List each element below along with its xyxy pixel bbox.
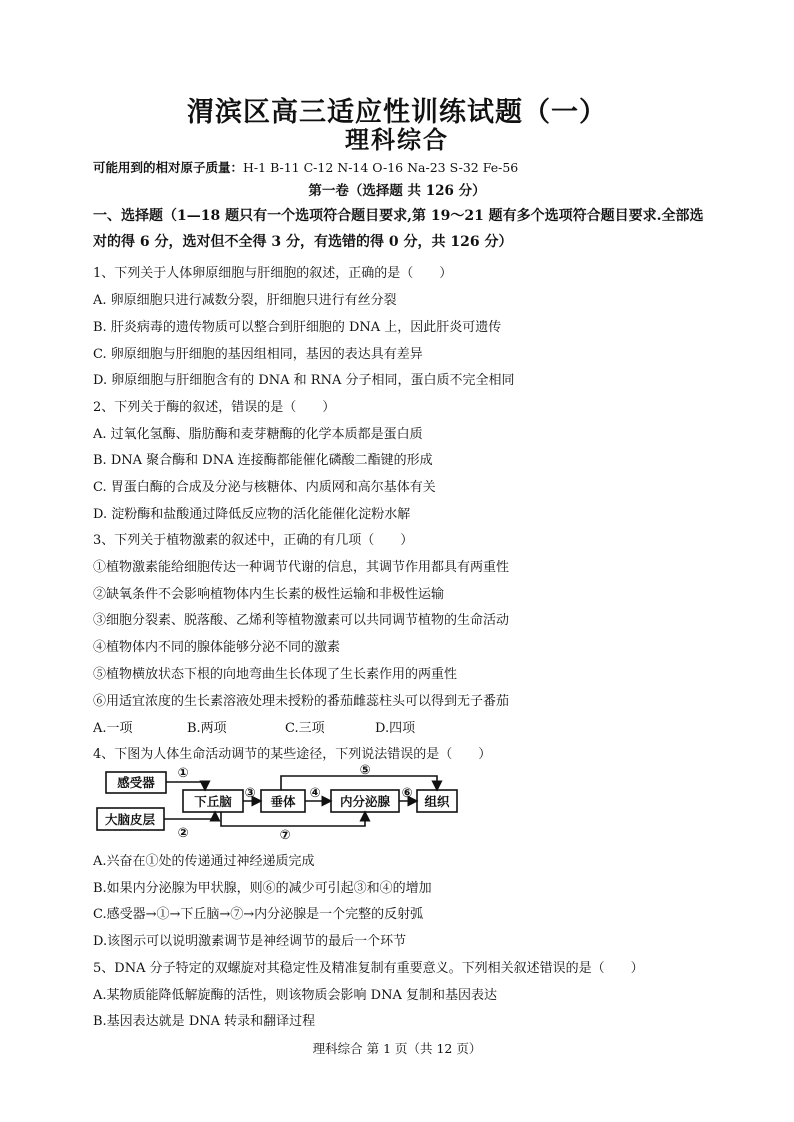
marker-4: ④ (309, 786, 321, 801)
regulation-pathway-diagram (95, 764, 465, 842)
volume-heading: 第一卷（选择题 共 126 分） (308, 183, 486, 199)
atomic-mass-values: H-1 B-11 C-12 N-14 O-16 Na-23 S-32 Fe-56 (243, 160, 519, 175)
q4-option-b: B.如果内分泌腺为甲状腺，则⑥的减少可引起③和④的增加 (93, 881, 432, 896)
arrow-2 (164, 812, 215, 819)
question-line: ⑥用适宜浓度的生长素溶液处理未授粉的番茄雌蕊柱头可以得到无子番茄 (93, 694, 510, 709)
q3-options (93, 717, 415, 736)
question-line: D. 卵原细胞与肝细胞含有的 DNA 和 RNA 分子相同，蛋白质不完全相同 (93, 373, 515, 388)
q3-option-b: B.两项 (187, 721, 227, 736)
section-heading: 一、选择题（1—18 题只有一个选项符合题目要求,第 19～21 题有多个选项符合题目要求.全部选对的得 6 分，选对但不全得 3 分，有选错的得 0 分，共 126 分） (93, 208, 704, 250)
box-label-cortex: 大脑皮层 (104, 812, 156, 827)
marker-1: ① (177, 766, 189, 781)
q5-option-b: B.基因表达就是 DNA 转录和翻译过程 (93, 1014, 316, 1029)
atomic-mass-label: 可能用到的相对原子质量： (93, 160, 244, 175)
question-line: A. 过氧化氢酶、脂肪酶和麦芽糖酶的化学本质都是蛋白质 (93, 427, 423, 442)
exam-title: 渭滨区高三适应性训练试题（一） (187, 97, 607, 128)
question-line: A. 卵原细胞只进行减数分裂，肝细胞只进行有丝分裂 (93, 293, 397, 308)
question-line: ⑤植物横放状态下根的向地弯曲生长体现了生长素作用的两重性 (93, 667, 458, 682)
marker-5: ⑤ (359, 764, 371, 778)
arrow-7 (221, 812, 365, 826)
q4-option-a: A.兴奋在①处的传递通过神经递质完成 (93, 854, 315, 869)
marker-7: ⑦ (279, 828, 291, 842)
q3-option-d: D.四项 (375, 721, 416, 736)
question-line: 2、下列关于酶的叙述，错误的是（ ） (93, 400, 336, 415)
question-line: B. DNA 聚合酶和 DNA 连接酶都能催化磷酸二酯键的形成 (93, 453, 433, 468)
q3-option-c: C.三项 (285, 721, 325, 736)
q5-option-a: A.某物质能降低解旋酶的活性，则该物质会影响 DNA 复制和基因表达 (93, 988, 497, 1003)
q3-option-a: A.一项 (93, 721, 133, 736)
marker-2: ② (177, 826, 189, 841)
arrow-5 (281, 776, 437, 790)
question-line: ②缺氧条件不会影响植物体内生长素的极性运输和非极性运输 (93, 587, 445, 602)
q4-option-c: C.感受器→①→下丘脑→⑦→内分泌腺是一个完整的反射弧 (93, 907, 424, 922)
question-line: ④植物体内不同的腺体能够分泌不同的激素 (93, 640, 341, 655)
question-line: ①植物激素能给细胞传达一种调节代谢的信息，其调节作用都具有两重性 (93, 560, 510, 575)
exam-subtitle: 理科综合 (345, 125, 449, 154)
question-line: 1、下列关于人体卵原细胞与肝细胞的叙述，正确的是（ ） (93, 266, 453, 281)
question-line: C. 胃蛋白酶的合成及分泌与核糖体、内质网和高尔基体有关 (93, 480, 436, 495)
box-label-pituitary: 垂体 (270, 794, 296, 809)
question-line: C. 卵原细胞与肝细胞的基因组相同，基因的表达具有差异 (93, 347, 423, 362)
page-footer: 理科综合 第 1 页（共 12 页） (312, 1041, 482, 1056)
marker-6: ⑥ (401, 786, 413, 801)
arrow-1 (166, 782, 205, 790)
atomic-mass-line (93, 158, 518, 176)
box-label-receptor: 感受器 (117, 775, 155, 790)
q5-stem: 5、DNA 分子特定的双螺旋对其稳定性及精准复制有重要意义。下列相关叙述错误的是（ ） (93, 961, 644, 976)
box-label-gland: 内分泌腺 (339, 794, 391, 809)
box-label-tissue: 组织 (424, 794, 450, 809)
q4-stem: 4、下图为人体生命活动调节的某些途径，下列说法错误的是（ ） (93, 747, 492, 762)
question-line: D. 淀粉酶和盐酸通过降低反应物的活化能催化淀粉水解 (93, 507, 411, 522)
question-line: B. 肝炎病毒的遗传物质可以整合到肝细胞的 DNA 上，因此肝炎可遗传 (93, 320, 502, 335)
question-line: ③细胞分裂素、脱落酸、乙烯利等植物激素可以共同调节植物的生命活动 (93, 613, 510, 628)
box-label-hypothalamus: 下丘脑 (194, 794, 232, 809)
question-line: 3、下列关于植物激素的叙述中，正确的有几项（ ） (93, 533, 414, 548)
marker-3: ③ (244, 786, 256, 801)
q4-option-d: D.该图示可以说明激素调节是神经调节的最后一个环节 (93, 934, 407, 949)
